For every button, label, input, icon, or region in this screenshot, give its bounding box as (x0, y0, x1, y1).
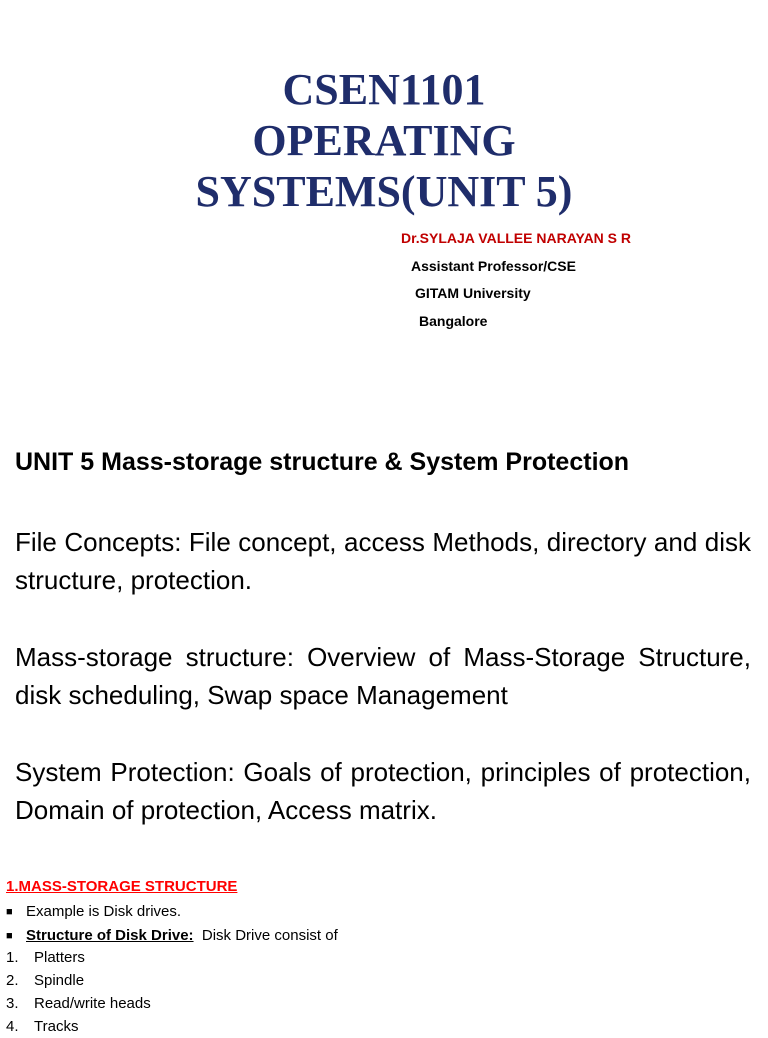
list-text: Tracks (34, 1018, 79, 1035)
square-bullet-icon: ■ (6, 930, 13, 942)
author-institution: GITAM University (415, 285, 531, 301)
topic-system-protection: System Protection: Goals of protection, principles of protection, Domain of protection, Access matrix. (15, 757, 751, 825)
list-text: Spindle (34, 972, 85, 989)
document-title (0, 64, 768, 217)
list-item (6, 924, 338, 948)
title-line-2: OPERATING (252, 116, 516, 165)
topic-file-concepts: File Concepts: File concept, access Methods, directory and disk structure, protection. (15, 527, 751, 595)
bullet-text: Disk Drive consist of (193, 927, 338, 944)
author-city: Bangalore (419, 313, 488, 329)
list-text: Read/write heads (34, 995, 151, 1012)
title-line-3: SYSTEMS(UNIT 5) (195, 167, 573, 216)
bullet-list (6, 900, 338, 948)
section-heading: 1.MASS-STORAGE STRUCTURE (6, 878, 238, 895)
list-item (6, 969, 151, 992)
topic-mass-storage: Mass-storage structure: Overview of Mass-Storage Structure, disk scheduling, Swap space Management (15, 642, 751, 710)
list-item (6, 900, 338, 924)
bullet-label: Structure of Disk Drive: (26, 927, 194, 944)
list-item (6, 1015, 151, 1038)
unit-heading: UNIT 5 Mass-storage structure & System Protection (15, 448, 630, 476)
author-name: Dr.SYLAJA VALLEE NARAYAN S R (401, 230, 632, 246)
list-item (6, 992, 151, 1015)
list-text: Platters (34, 949, 85, 966)
numbered-list (6, 946, 151, 1038)
author-designation: Assistant Professor/CSE (411, 258, 576, 274)
list-number: 3. (6, 995, 19, 1012)
list-number: 4. (6, 1018, 19, 1035)
list-number: 2. (6, 972, 19, 989)
bullet-text: Example is Disk drives. (26, 903, 182, 920)
square-bullet-icon: ■ (6, 906, 13, 918)
list-item (6, 946, 151, 969)
list-number: 1. (6, 949, 19, 966)
title-line-1: CSEN1101 (282, 65, 486, 114)
